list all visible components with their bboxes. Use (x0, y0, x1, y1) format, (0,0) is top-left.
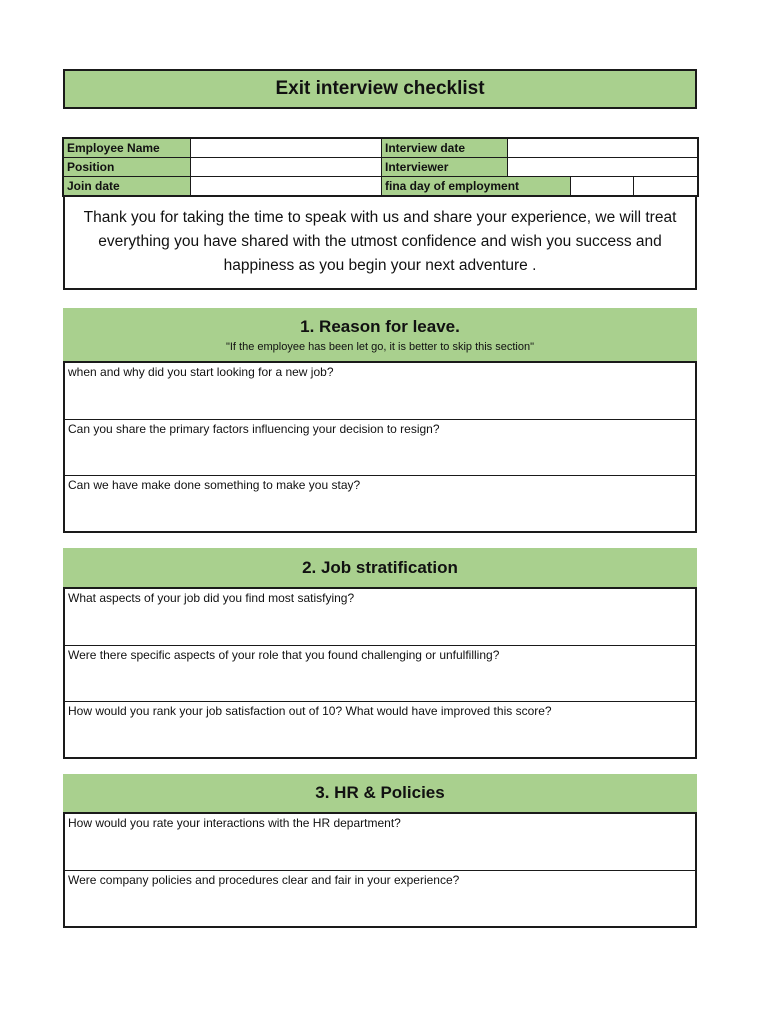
question-row[interactable]: Were company policies and procedures clear and fair in your experience? (65, 870, 695, 926)
final-day-label: fina day of employment (382, 177, 571, 196)
position-field[interactable] (191, 158, 382, 177)
section-title: 3. HR & Policies (315, 783, 445, 802)
section-hr-heading (63, 774, 697, 812)
section-job-questions (63, 587, 697, 759)
question-row[interactable]: Were there specific aspects of your role that you found challenging or unfulfilling? (65, 645, 695, 701)
employee-name-label: Employee Name (64, 139, 191, 158)
question-row[interactable]: when and why did you start looking for a new job? (68, 365, 334, 379)
question-row[interactable]: Can you share the primary factors influencing your decision to resign? (65, 419, 695, 475)
section-title: 1. Reason for leave. (300, 316, 460, 336)
section-hr-questions (63, 812, 697, 928)
question-row[interactable]: Can we have make done something to make you stay? (65, 475, 695, 531)
info-row (64, 158, 698, 177)
question-row[interactable]: What aspects of your job did you find most satisfying? (68, 591, 355, 605)
section-reason-questions (63, 361, 697, 533)
interview-date-label: Interview date (382, 139, 508, 158)
section-note: "If the employee has been let go, it is better to skip this section" (225, 340, 535, 353)
join-date-field[interactable] (191, 177, 382, 196)
document-title: Exit interview checklist (63, 69, 697, 109)
section-reason-heading (63, 308, 697, 361)
final-day-field-2[interactable] (634, 177, 698, 196)
section-title: 2. Job stratification (302, 557, 458, 577)
interviewer-field[interactable] (508, 158, 698, 177)
info-row (64, 139, 698, 158)
info-row (64, 177, 698, 196)
interviewer-label: Interviewer (382, 158, 508, 177)
employee-name-field[interactable] (191, 139, 382, 158)
position-label: Position (64, 158, 191, 177)
interview-date-field[interactable] (508, 139, 698, 158)
join-date-label: Join date (64, 177, 191, 196)
intro-message: Thank you for taking the time to speak with us and share your experience, we will treat everything you have shared with the utmost confidence and wish you success and happiness as you begin your next adventure . (63, 195, 697, 290)
section-job-heading (63, 548, 697, 587)
question-row[interactable]: How would you rate your interactions with the HR department? (68, 816, 401, 830)
employee-info-table (63, 138, 698, 196)
final-day-field-1[interactable] (571, 177, 634, 196)
question-row[interactable]: How would you rank your job satisfaction out of 10? What would have improved this score? (65, 701, 695, 757)
